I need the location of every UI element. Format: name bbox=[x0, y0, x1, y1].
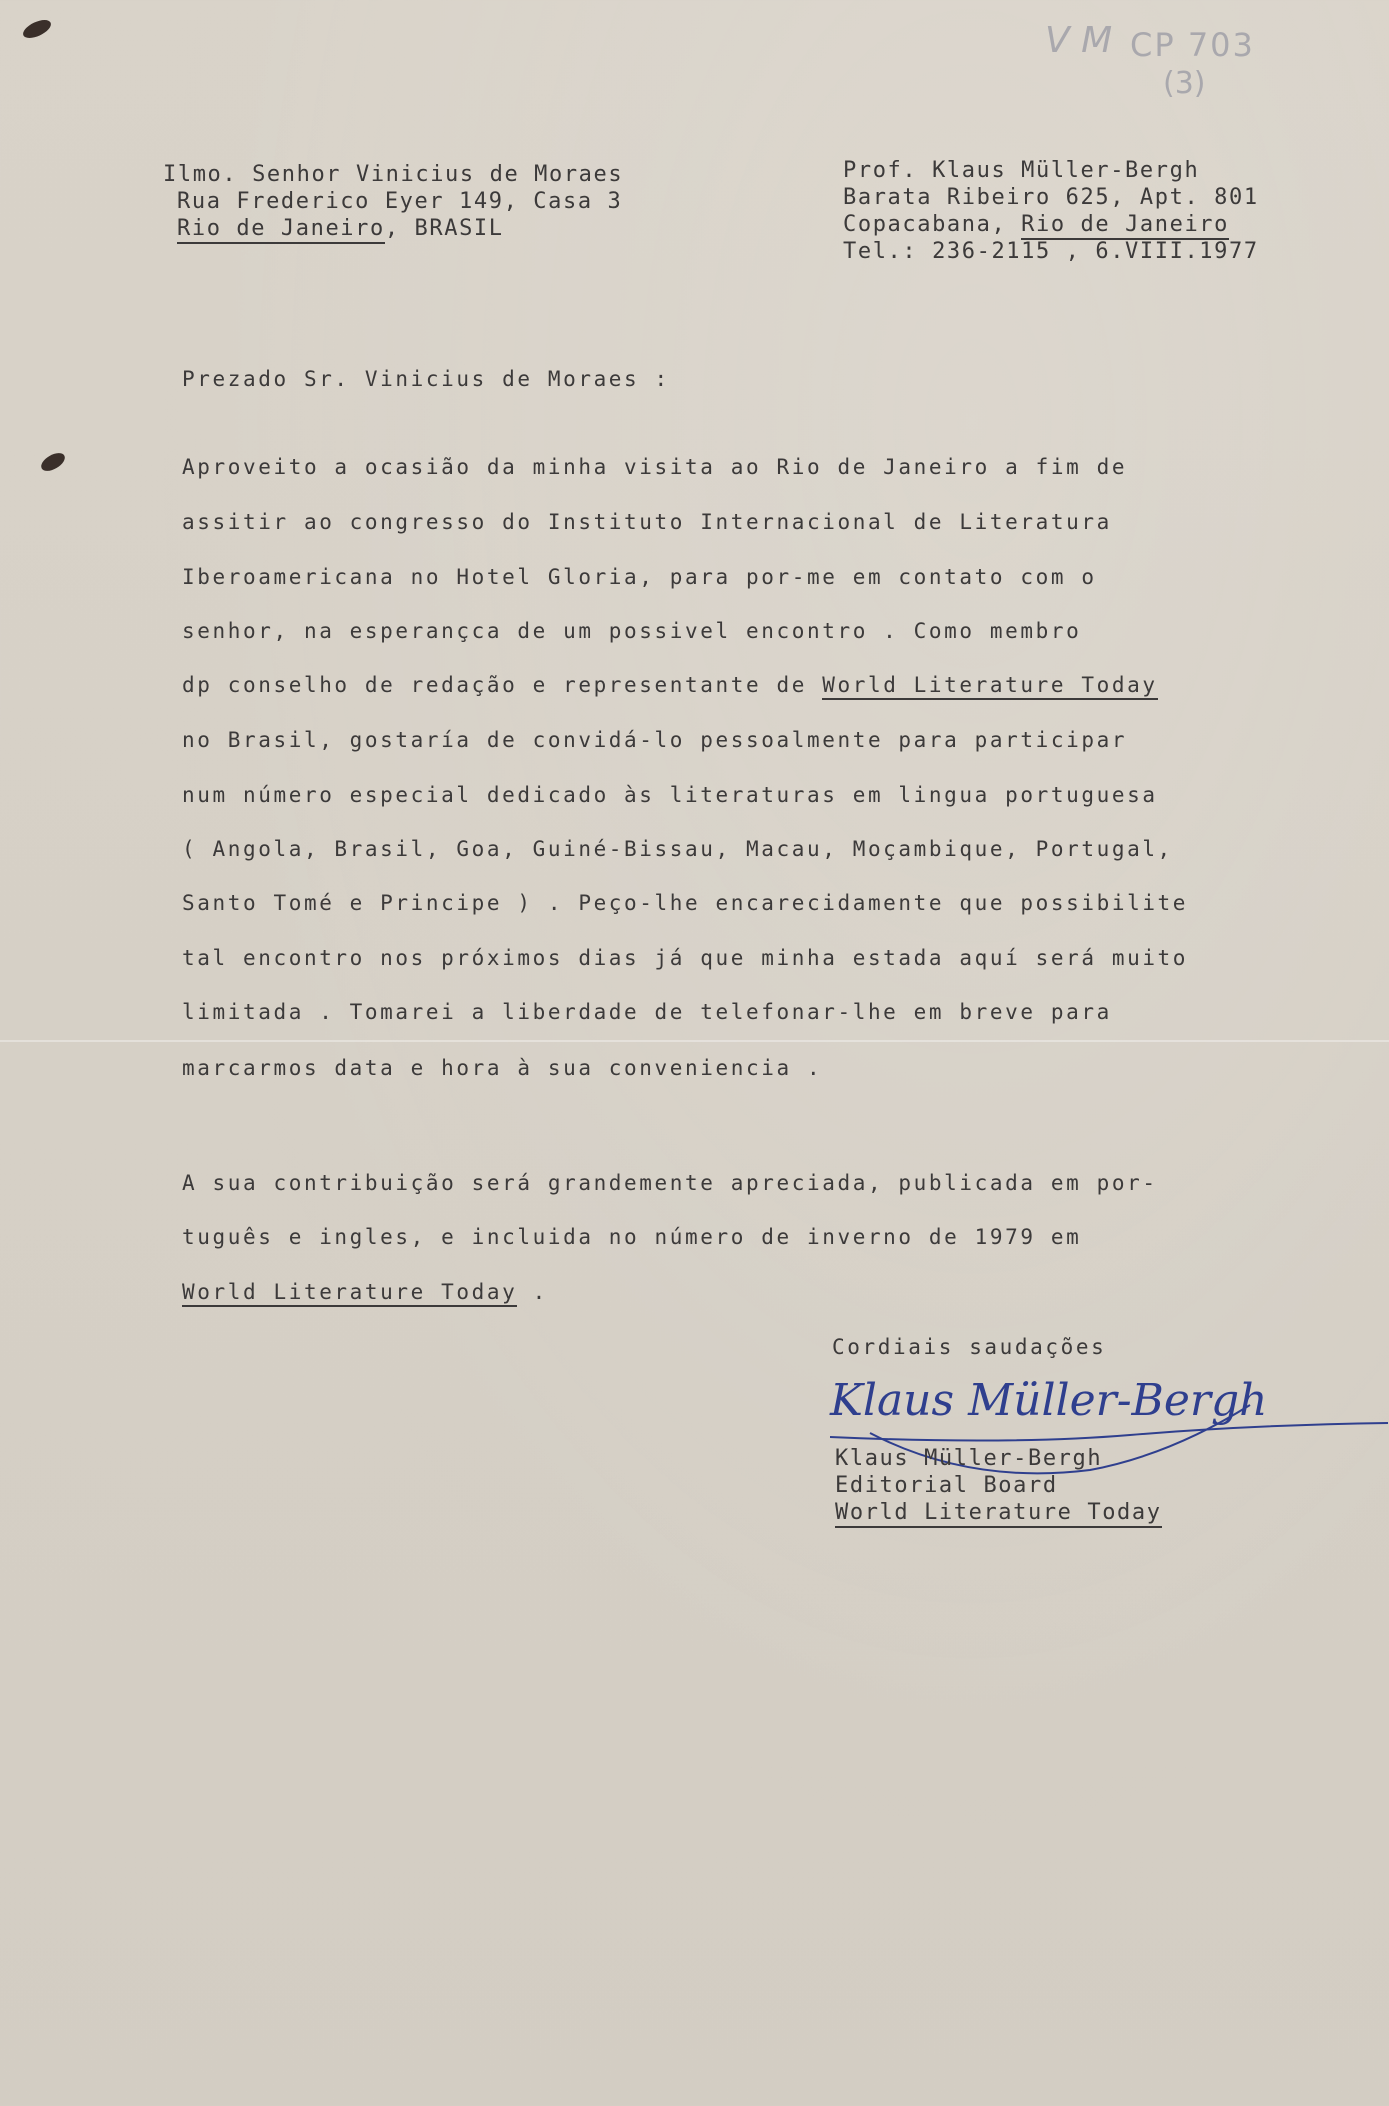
handwritten-signature: Klaus Müller-Bergh bbox=[830, 1375, 1268, 1426]
sender-phone-date: Tel.: 236-2115 , 6.VIII.1977 bbox=[843, 239, 1259, 264]
signatory-journal bbox=[835, 1499, 1162, 1526]
paragraph-line: Iberoamericana no Hotel Gloria, para por-me em contato com o bbox=[182, 565, 1097, 589]
paragraph-line: A sua contribuição será grandemente apreciada, publicada em por- bbox=[182, 1171, 1158, 1195]
sender-street: Barata Ribeiro 625, Apt. 801 bbox=[843, 185, 1259, 210]
recipient-country: , BRASIL bbox=[384, 216, 504, 241]
sender-city: Rio de Janeiro bbox=[1021, 212, 1229, 240]
signatory-journal-title: World Literature Today bbox=[835, 1500, 1162, 1528]
paragraph-line: tuguês e ingles, e incluida no número de inverno de 1979 em bbox=[182, 1225, 1082, 1249]
paragraph-line: num número especial dedicado às literaturas em lingua portuguesa bbox=[182, 783, 1158, 807]
paragraph-line: tal encontro nos próximos dias já que minha estada aquí será muito bbox=[182, 946, 1189, 970]
sender-district: Copacabana, bbox=[843, 212, 1007, 237]
paragraph-line: senhor, na esperançca de um possivel encontro . Como membro bbox=[182, 619, 1082, 643]
paragraph-line: no Brasil, gostaría de convidá-lo pessoalmente para participar bbox=[182, 728, 1128, 752]
paragraph-line: limitada . Tomarei a liberdade de telefonar-lhe em breve para bbox=[182, 1000, 1112, 1024]
archive-code: CP 703 bbox=[1130, 26, 1255, 64]
paragraph-line: assitir ao congresso do Instituto Internacional de Literatura bbox=[182, 510, 1112, 534]
closing-greeting: Cordiais saudações bbox=[832, 1335, 1107, 1359]
recipient-city: Rio de Janeiro bbox=[177, 216, 385, 244]
paragraph-line: marcarmos data e hora à sua conveniencia . bbox=[182, 1056, 823, 1080]
ink-blot bbox=[38, 449, 68, 474]
recipient-line1: Ilmo. Senhor Vinicius de Moraes bbox=[163, 162, 624, 187]
journal-title-inline: World Literature Today bbox=[822, 673, 1157, 700]
ink-blot bbox=[20, 16, 53, 41]
signatory-role: Editorial Board bbox=[835, 1473, 1058, 1498]
paragraph-line: ( Angola, Brasil, Goa, Guiné-Bissau, Macau, Moçambique, Portugal, bbox=[182, 837, 1173, 861]
journal-title: World Literature Today bbox=[182, 1280, 517, 1307]
signatory-name: Klaus Müller-Bergh bbox=[835, 1446, 1103, 1471]
paragraph-line-text: dp conselho de redação e representante de bbox=[182, 673, 807, 697]
recipient-line2: Rua Frederico Eyer 149, Casa 3 bbox=[177, 189, 623, 214]
archive-pencil-note bbox=[1045, 20, 1305, 110]
archive-sheet: (3) bbox=[1163, 66, 1206, 101]
sender-name: Prof. Klaus Müller-Bergh bbox=[843, 158, 1200, 183]
paragraph-line: Santo Tomé e Principe ) . Peço-lhe encarecidamente que possibilite bbox=[182, 891, 1189, 915]
sentence-end: . bbox=[532, 1280, 548, 1304]
sender-city-line bbox=[843, 211, 1229, 238]
salutation: Prezado Sr. Vinicius de Moraes : bbox=[182, 367, 670, 391]
paragraph-line bbox=[182, 1280, 548, 1304]
paragraph-line: Aproveito a ocasião da minha visita ao Rio de Janeiro a fim de bbox=[182, 455, 1128, 479]
paragraph-line bbox=[182, 673, 1158, 697]
recipient-line3 bbox=[177, 215, 504, 242]
paper-fold bbox=[0, 1040, 1389, 1042]
archive-initials: V M bbox=[1045, 20, 1113, 61]
